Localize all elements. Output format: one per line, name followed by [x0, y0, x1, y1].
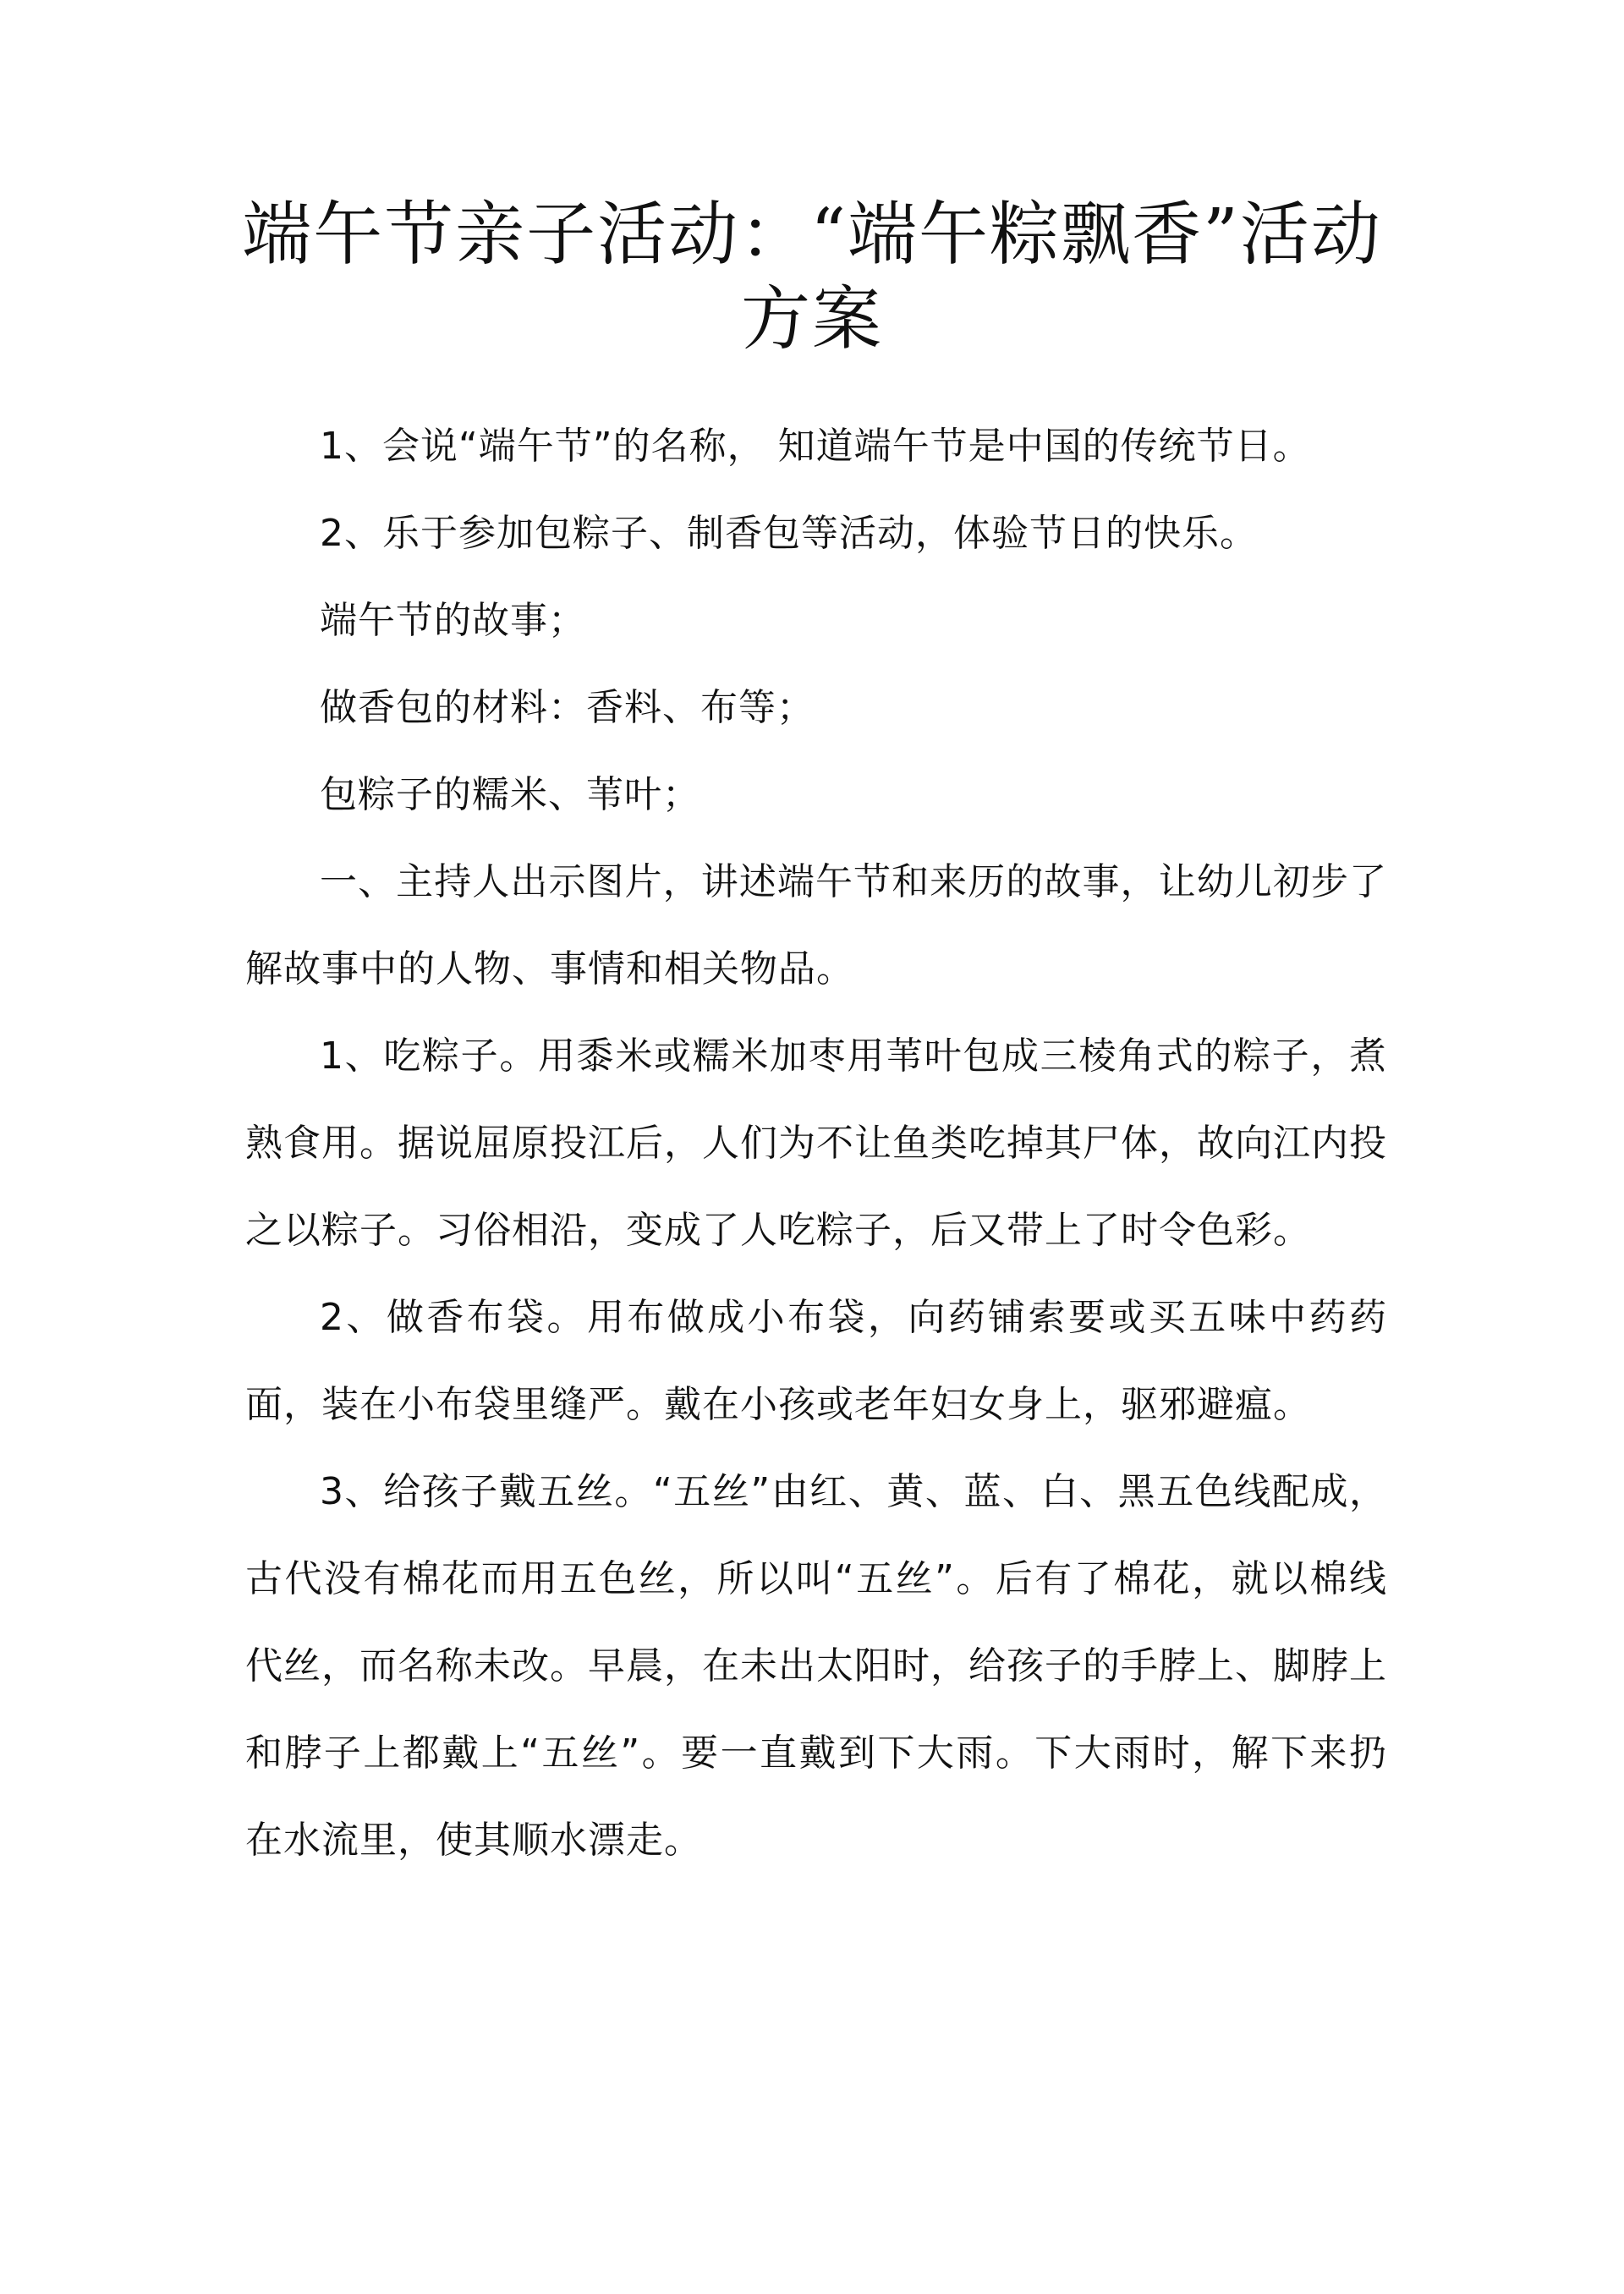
paragraph-prep-story: 端午节的故事；: [320, 599, 586, 642]
paragraph-custom-sachet: 2、做香布袋。用布做成小布袋，向药铺索要或买五味中药药面，装在小布袋里缝严。戴在小孩或老年妇女身上，驱邪避瘟。: [245, 1296, 1387, 1426]
document-title: [237, 193, 1387, 362]
document-body: [245, 403, 1387, 1884]
paragraph-prep-zongzi: 包粽子的糯米、苇叶；: [320, 773, 700, 816]
paragraph-goal-2: 2、乐于参加包粽子、制香包等活动，体验节日的快乐。: [320, 512, 1258, 555]
paragraph-process-1: 一、主持人出示图片，讲述端午节和来历的故事，让幼儿初步了解故事中的人物、事情和相关物品。: [245, 860, 1387, 991]
paragraph-goal-1: 1、会说“端午节”的名称， 知道端午节是中国的传统节日。: [320, 425, 1311, 468]
paragraph-custom-zongzi: 1、吃粽子。用黍米或糯米加枣用苇叶包成三棱角式的粽子，煮熟食用。据说屈原投江后，人们为不让鱼类吃掉其尸体，故向江内投之以粽子。习俗相沿，变成了人吃粽子，后又带上了时令色彩。: [245, 1034, 1387, 1252]
paragraph-custom-five-threads: 3、给孩子戴五丝。“五丝”由红、黄、蓝、白、黑五色线配成，古代没有棉花而用五色丝，所以叫“五丝”。后有了棉花，就以棉线代丝，而名称未改。早晨，在未出太阳时，给孩子的手脖上、脚脖上和脖子上都戴上“五丝”。要一直戴到下大雨。下大雨时，解下来扔在水流里，使其顺水漂走。: [245, 1470, 1387, 1862]
paragraph-prep-sachet: 做香包的材料：香料、布等；: [320, 686, 815, 729]
title-line-1: 端午节亲子活动：“端午粽飘香”活动: [242, 195, 1382, 275]
title-line-2: 方案: [740, 279, 883, 359]
